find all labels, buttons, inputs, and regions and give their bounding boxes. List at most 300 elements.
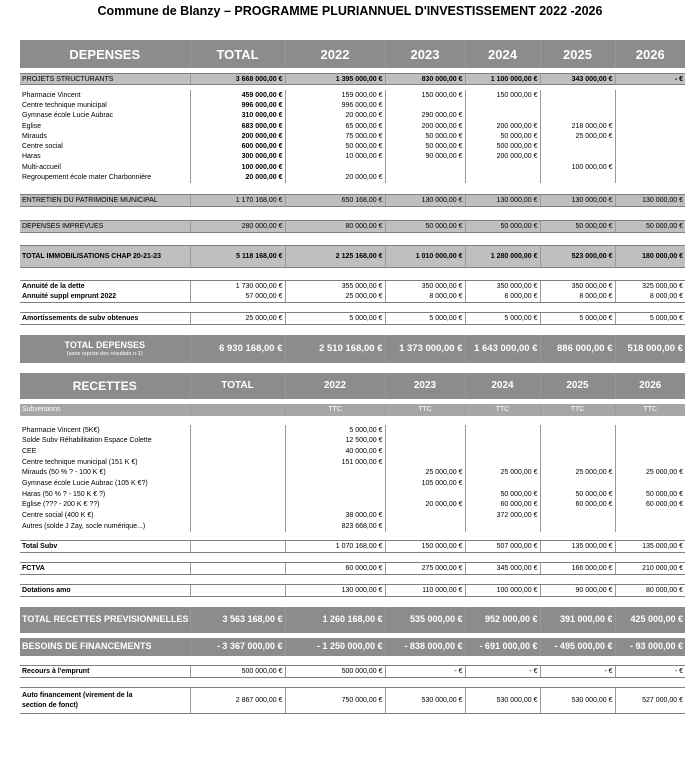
projets-structurants-label: PROJETS STRUCTURANTS [20, 74, 190, 85]
subventions-items-2024 [465, 457, 540, 468]
emprunt-2022: 500 000,00 € [285, 666, 385, 678]
projets-items-2023: 50 000,00 € [385, 131, 465, 141]
spacer-row [20, 416, 685, 425]
spacer-row [20, 233, 685, 246]
subventions-items-2023: 20 000,00 € [385, 499, 465, 510]
projets-items-2024 [465, 111, 540, 121]
total-subv-2025: 135 000,00 € [540, 541, 615, 553]
projets-items-2026 [615, 131, 685, 141]
subventions-header-2022: TTC [285, 404, 385, 416]
projets-items-2025 [540, 141, 615, 151]
subventions-header-2025: TTC [540, 404, 615, 416]
spacer-row [20, 183, 685, 195]
spacer-row [20, 532, 685, 541]
subventions-items-2025: 60 000,00 € [540, 499, 615, 510]
total-recettes-2023: 535 000,00 € [385, 607, 465, 633]
spacer-cell [20, 532, 685, 541]
subventions-items-2025: 50 000,00 € [540, 489, 615, 500]
projets-items-2025 [540, 172, 615, 182]
subventions-items-2026 [615, 425, 685, 436]
dotations-2023: 110 000,00 € [385, 585, 465, 597]
subventions-items-label: Centre social (400 K €) [22, 512, 94, 520]
annuite-suppl-total: 57 000,00 € [190, 292, 285, 303]
projets-items-2025: 25 000,00 € [540, 131, 615, 141]
emprunt-2025: - € [540, 666, 615, 678]
total-recettes-label: TOTAL RECETTES PREVISIONNELLES [20, 607, 190, 633]
spacer-row [20, 325, 685, 335]
subventions-items-2025 [540, 457, 615, 468]
fctva-row [20, 563, 685, 575]
amortissements-2025: 5 000,00 € [540, 313, 615, 325]
emprunt-row [20, 666, 685, 678]
projets-items-2023: 50 000,00 € [385, 141, 465, 151]
subventions-items-label: Eglise (??? - 200 K € ??) [22, 501, 100, 509]
projets-items-2024 [465, 172, 540, 182]
projets-items-2025 [540, 90, 615, 100]
projets-items-total: 310 000,00 € [190, 111, 285, 121]
projets-structurants-2022: 1 395 000,00 € [285, 74, 385, 85]
dotations-2026: 80 000,00 € [615, 585, 685, 597]
fctva-2025: 166 000,00 € [540, 563, 615, 575]
subventions-items-2024 [465, 435, 540, 446]
annuite-suppl-row [20, 292, 685, 303]
fctva-label: FCTVA [20, 563, 190, 575]
projets-items-2023 [385, 162, 465, 172]
subventions-items-total [190, 489, 285, 500]
projets-items-total: 996 000,00 € [190, 100, 285, 110]
besoins-2025: - 495 000,00 € [540, 638, 615, 656]
subventions-items-label: Solde Subv Réhabilitation Espace Colette [22, 437, 152, 445]
total-depenses-row [20, 335, 685, 363]
subventions-items-row [20, 499, 685, 510]
spacer-row [20, 207, 685, 221]
projets-items-total: 100 000,00 € [190, 162, 285, 172]
subventions-items-2023: 25 000,00 € [385, 467, 465, 478]
spacer-cell [20, 233, 685, 246]
subventions-items-2024: 60 000,00 € [465, 499, 540, 510]
subventions-items-2022: 40 000,00 € [285, 446, 385, 457]
entretien-2023: 130 000,00 € [385, 195, 465, 207]
depenses-header-label: DEPENSES [20, 40, 190, 68]
spacer-cell [20, 183, 685, 195]
immobilisations-label: TOTAL IMMOBILISATIONS CHAP 20-21-23 [20, 246, 190, 268]
spacer-row [20, 656, 685, 666]
projets-items-label: Regroupement école mater Charbonnière [22, 174, 152, 182]
projets-items-2026 [615, 111, 685, 121]
subventions-items-label: CEE [22, 447, 37, 455]
total-recettes-2022: 1 260 168,00 € [285, 607, 385, 633]
subventions-items-row [20, 467, 685, 478]
emprunt-label: Recours à l'emprunt [20, 666, 190, 678]
total-depenses-note: (sans reprise des résultats n-1) [66, 350, 143, 357]
subventions-header-label: Subventions [20, 404, 190, 416]
subventions-header-2026: TTC [615, 404, 685, 416]
spacer-cell [20, 363, 685, 373]
projets-items-2023: 290 000,00 € [385, 111, 465, 121]
projets-items-row [20, 131, 685, 141]
besoins-2022: - 1 250 000,00 € [285, 638, 385, 656]
projets-items-2022: 20 000,00 € [285, 111, 385, 121]
subventions-header-row [20, 404, 685, 416]
imprevues-total: 280 000,00 € [190, 221, 285, 233]
subventions-items-2022: 38 000,00 € [285, 510, 385, 521]
recettes-header-2025: 2025 [540, 373, 615, 399]
annuite-suppl-2026: 8 000,00 € [615, 292, 685, 303]
subventions-items-2025 [540, 435, 615, 446]
immobilisations-2024: 1 280 000,00 € [465, 246, 540, 268]
page-title: Commune de Blanzy – PROGRAMME PLURIANNUEL D'INVESTISSEMENT 2022 -2026 [97, 4, 603, 18]
autofinancement-total: 2 867 000,00 € [190, 688, 285, 714]
besoins-label: BESOINS DE FINANCEMENTS [20, 638, 190, 656]
entretien-row [20, 195, 685, 207]
projets-items-2026 [615, 121, 685, 131]
depenses-header-2024: 2024 [465, 40, 540, 68]
amortissements-2024: 5 000,00 € [465, 313, 540, 325]
entretien-2024: 130 000,00 € [465, 195, 540, 207]
projets-items-2022: 75 000,00 € [285, 131, 385, 141]
spacer-cell [20, 597, 685, 607]
annuite-dette-2026: 325 000,00 € [615, 281, 685, 292]
annuite-suppl-2022: 25 000,00 € [285, 292, 385, 303]
depenses-header-2022: 2022 [285, 40, 385, 68]
spacer-row [20, 363, 685, 373]
autofinancement-label-2: section de fonct) [22, 701, 79, 709]
subventions-items-2025 [540, 478, 615, 489]
besoins-total: - 3 367 000,00 € [190, 638, 285, 656]
projets-items-row [20, 121, 685, 131]
dotations-total [190, 585, 285, 597]
imprevues-2022: 80 000,00 € [285, 221, 385, 233]
total-subv-2026: 135 000,00 € [615, 541, 685, 553]
entretien-2026: 130 000,00 € [615, 195, 685, 207]
entretien-2022: 650 168,00 € [285, 195, 385, 207]
fctva-2026: 210 000,00 € [615, 563, 685, 575]
total-depenses-label-cell [20, 335, 190, 363]
projets-items-2025 [540, 111, 615, 121]
projets-structurants-2023: 830 000,00 € [385, 74, 465, 85]
recettes-header-label: RECETTES [20, 373, 190, 399]
subventions-items-2023 [385, 446, 465, 457]
autofinancement-2026: 527 000,00 € [615, 688, 685, 714]
subventions-items-row [20, 489, 685, 500]
projets-items-total: 300 000,00 € [190, 152, 285, 162]
subventions-items-2026 [615, 510, 685, 521]
subventions-items-2024 [465, 478, 540, 489]
projets-items-label: Mirauds [22, 132, 47, 140]
projets-items-row [20, 152, 685, 162]
total-subv-2022: 1 070 168,00 € [285, 541, 385, 553]
total-recettes-2025: 391 000,00 € [540, 607, 615, 633]
subventions-items-row [20, 446, 685, 457]
subventions-items-2024 [465, 425, 540, 436]
subventions-items-2026 [615, 446, 685, 457]
projets-items-label: Pharmacie Vincent [22, 91, 81, 99]
amortissements-label: Amortissements de subv obtenues [20, 313, 190, 325]
subventions-items-2023 [385, 510, 465, 521]
projets-items-row [20, 100, 685, 110]
spacer-cell [20, 325, 685, 335]
fctva-2022: 60 000,00 € [285, 563, 385, 575]
projets-items-2026 [615, 162, 685, 172]
emprunt-2023: - € [385, 666, 465, 678]
projets-items-total: 20 000,00 € [190, 172, 285, 182]
projets-items-2026 [615, 141, 685, 151]
projets-items-2023: 200 000,00 € [385, 121, 465, 131]
recettes-header-total: TOTAL [190, 373, 285, 399]
total-recettes-total: 3 563 168,00 € [190, 607, 285, 633]
projets-items-2023 [385, 100, 465, 110]
subventions-items-row [20, 457, 685, 468]
projets-items-2025 [540, 152, 615, 162]
subventions-items-2023 [385, 489, 465, 500]
total-depenses-2026: 518 000,00 € [615, 335, 685, 363]
projets-items-2022: 65 000,00 € [285, 121, 385, 131]
total-subv-row [20, 541, 685, 553]
total-depenses-2025: 886 000,00 € [540, 335, 615, 363]
total-subv-2023: 150 000,00 € [385, 541, 465, 553]
autofinancement-row [20, 688, 685, 714]
projets-items-2022 [285, 162, 385, 172]
spacer-row [20, 575, 685, 585]
subventions-items-2022: 12 500,00 € [285, 435, 385, 446]
subventions-items-label: Gymnase école Lucie Aubrac (105 K €?) [22, 479, 148, 487]
projets-items-2024 [465, 100, 540, 110]
subventions-items-total [190, 510, 285, 521]
subventions-items-2025 [540, 521, 615, 532]
subventions-items-total [190, 467, 285, 478]
subventions-items-row [20, 510, 685, 521]
annuite-suppl-2025: 8 000,00 € [540, 292, 615, 303]
depenses-header-total: TOTAL [190, 40, 285, 68]
subventions-items-2024 [465, 446, 540, 457]
subventions-header-2023: TTC [385, 404, 465, 416]
spacer-row [20, 678, 685, 688]
immobilisations-2022: 2 125 168,00 € [285, 246, 385, 268]
besoins-row [20, 638, 685, 656]
amortissements-2026: 5 000,00 € [615, 313, 685, 325]
depenses-header-row [20, 40, 685, 68]
subventions-items-2024: 50 000,00 € [465, 489, 540, 500]
emprunt-2024: - € [465, 666, 540, 678]
table-body [20, 40, 685, 714]
subventions-items-2026 [615, 478, 685, 489]
amortissements-2022: 5 000,00 € [285, 313, 385, 325]
besoins-2023: - 838 000,00 € [385, 638, 465, 656]
spacer-cell [20, 416, 685, 425]
projets-items-2024: 200 000,00 € [465, 121, 540, 131]
total-depenses-label: TOTAL DEPENSES [64, 339, 146, 350]
subventions-items-total [190, 521, 285, 532]
annuite-dette-label: Annuité de la dette [20, 281, 190, 292]
projets-items-2025 [540, 100, 615, 110]
annuite-dette-total: 1 730 000,00 € [190, 281, 285, 292]
depenses-header-2025: 2025 [540, 40, 615, 68]
subventions-items-2025 [540, 425, 615, 436]
spacer-row [20, 268, 685, 281]
dotations-label: Dotations amo [20, 585, 190, 597]
annuite-dette-2023: 350 000,00 € [385, 281, 465, 292]
projets-items-2025: 100 000,00 € [540, 162, 615, 172]
subventions-items-2025 [540, 510, 615, 521]
projets-items-label: Centre social [22, 143, 63, 151]
total-depenses-total: 6 930 168,00 € [190, 335, 285, 363]
total-subv-label: Total Subv [20, 541, 190, 553]
subventions-items-total [190, 425, 285, 436]
spacer-row [20, 597, 685, 607]
subventions-items-2023 [385, 425, 465, 436]
subventions-items-2023 [385, 457, 465, 468]
amortissements-row [20, 313, 685, 325]
subventions-items-2023: 105 000,00 € [385, 478, 465, 489]
subventions-items-2026 [615, 457, 685, 468]
subventions-items-label: Autres (solde J Zay, socle numérique...) [22, 522, 146, 530]
entretien-2025: 130 000,00 € [540, 195, 615, 207]
investment-table [20, 40, 685, 714]
projets-items-2026 [615, 100, 685, 110]
fctva-2023: 275 000,00 € [385, 563, 465, 575]
subventions-items-2023 [385, 435, 465, 446]
imprevues-2026: 50 000,00 € [615, 221, 685, 233]
imprevues-2024: 50 000,00 € [465, 221, 540, 233]
projets-items-row [20, 90, 685, 100]
subventions-items-2022 [285, 478, 385, 489]
projets-items-2022: 20 000,00 € [285, 172, 385, 182]
spacer-cell [20, 678, 685, 688]
projets-items-total: 683 000,00 € [190, 121, 285, 131]
subventions-items-2023 [385, 521, 465, 532]
autofinancement-2022: 750 000,00 € [285, 688, 385, 714]
recettes-header-row [20, 373, 685, 399]
subventions-items-2022 [285, 489, 385, 500]
subventions-items-2026 [615, 435, 685, 446]
projets-items-row [20, 111, 685, 121]
subventions-items-total [190, 446, 285, 457]
fctva-total [190, 563, 285, 575]
immobilisations-2026: 180 000,00 € [615, 246, 685, 268]
subventions-items-total [190, 478, 285, 489]
immobilisations-2025: 523 000,00 € [540, 246, 615, 268]
total-depenses-2023: 1 373 000,00 € [385, 335, 465, 363]
subventions-items-total [190, 435, 285, 446]
besoins-2026: - 93 000,00 € [615, 638, 685, 656]
subventions-items-2026: 60 000,00 € [615, 499, 685, 510]
projets-items-label: Gymnase école Lucie Aubrac [22, 112, 114, 120]
autofinancement-label-cell [20, 688, 190, 714]
imprevues-2025: 50 000,00 € [540, 221, 615, 233]
projets-items-2024: 200 000,00 € [465, 152, 540, 162]
subventions-header-total [190, 404, 285, 416]
subventions-items-label: Haras (50 % ? - 150 K € ?) [22, 490, 106, 498]
recettes-header-2026: 2026 [615, 373, 685, 399]
annuite-dette-2022: 355 000,00 € [285, 281, 385, 292]
emprunt-total: 500 000,00 € [190, 666, 285, 678]
subventions-items-total [190, 457, 285, 468]
subventions-items-total [190, 499, 285, 510]
projets-items-2026 [615, 152, 685, 162]
subventions-items-2022 [285, 467, 385, 478]
projets-items-2022: 10 000,00 € [285, 152, 385, 162]
total-depenses-2022: 2 510 168,00 € [285, 335, 385, 363]
dotations-row [20, 585, 685, 597]
autofinancement-label-1: Auto financement (virement de la [22, 692, 133, 700]
besoins-2024: - 691 000,00 € [465, 638, 540, 656]
subventions-items-row [20, 435, 685, 446]
projets-items-2024 [465, 162, 540, 172]
projets-structurants-total: 3 668 000,00 € [190, 74, 285, 85]
annuite-suppl-label: Annuité suppl emprunt 2022 [20, 292, 190, 303]
autofinancement-2024: 530 000,00 € [465, 688, 540, 714]
subventions-items-2025 [540, 446, 615, 457]
annuite-suppl-2024: 8 000,00 € [465, 292, 540, 303]
spacer-cell [20, 268, 685, 281]
total-depenses-2024: 1 643 000,00 € [465, 335, 540, 363]
depenses-header-2026: 2026 [615, 40, 685, 68]
immobilisations-total: 5 118 168,00 € [190, 246, 285, 268]
imprevues-2023: 50 000,00 € [385, 221, 465, 233]
projets-items-2023: 150 000,00 € [385, 90, 465, 100]
subventions-items-2022: 823 668,00 € [285, 521, 385, 532]
projets-structurants-row [20, 74, 685, 85]
subventions-items-2022 [285, 499, 385, 510]
subventions-items-2022: 151 000,00 € [285, 457, 385, 468]
subventions-items-2024 [465, 521, 540, 532]
annuite-dette-2025: 350 000,00 € [540, 281, 615, 292]
spacer-cell [20, 207, 685, 221]
total-recettes-2026: 425 000,00 € [615, 607, 685, 633]
projets-items-2023 [385, 172, 465, 182]
recettes-header-2024: 2024 [465, 373, 540, 399]
projets-items-2024: 150 000,00 € [465, 90, 540, 100]
autofinancement-2023: 530 000,00 € [385, 688, 465, 714]
projets-items-label: Eglise [22, 122, 42, 130]
projets-items-row [20, 162, 685, 172]
subventions-items-2025: 25 000,00 € [540, 467, 615, 478]
annuite-suppl-2023: 8 000,00 € [385, 292, 465, 303]
subventions-items-label: Pharmacie Vincent (5K€) [22, 426, 100, 434]
subventions-items-row [20, 521, 685, 532]
subventions-items-2026: 50 000,00 € [615, 489, 685, 500]
spacer-cell [20, 553, 685, 563]
projets-items-label: Haras [22, 153, 41, 161]
projets-items-2025: 218 000,00 € [540, 121, 615, 131]
dotations-2024: 100 000,00 € [465, 585, 540, 597]
spacer-cell [20, 575, 685, 585]
spacer-row [20, 303, 685, 313]
total-subv-total [190, 541, 285, 553]
projets-items-2026 [615, 172, 685, 182]
dotations-2025: 90 000,00 € [540, 585, 615, 597]
recettes-header-2023: 2023 [385, 373, 465, 399]
amortissements-2023: 5 000,00 € [385, 313, 465, 325]
dotations-2022: 130 000,00 € [285, 585, 385, 597]
spacer-cell [20, 303, 685, 313]
projets-structurants-2024: 1 100 000,00 € [465, 74, 540, 85]
subventions-header-2024: TTC [465, 404, 540, 416]
subventions-items-2022: 5 000,00 € [285, 425, 385, 436]
subventions-items-2026 [615, 521, 685, 532]
subventions-items-row [20, 425, 685, 436]
total-recettes-row [20, 607, 685, 633]
projets-items-label: Multi-accueil [22, 163, 61, 171]
projets-items-row [20, 141, 685, 151]
recettes-header-2022: 2022 [285, 373, 385, 399]
annuite-dette-2024: 350 000,00 € [465, 281, 540, 292]
projets-structurants-2025: 343 000,00 € [540, 74, 615, 85]
projets-items-total: 200 000,00 € [190, 131, 285, 141]
projets-items-2022: 159 000,00 € [285, 90, 385, 100]
spacer-row [20, 553, 685, 563]
emprunt-2026: - € [615, 666, 685, 678]
